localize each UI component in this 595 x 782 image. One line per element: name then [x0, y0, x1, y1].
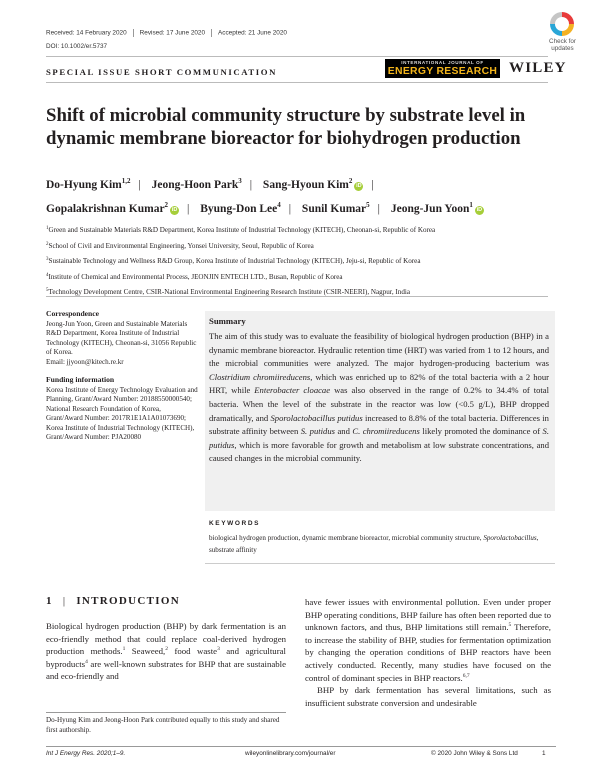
section-number: 1: [46, 595, 53, 607]
citation-link[interactable]: 2: [165, 646, 168, 653]
page-number: 1: [542, 750, 546, 757]
footnote: Do-Hyung Kim and Jeong-Hoon Park contributed equally to this study and shared first authorship.: [46, 716, 280, 734]
journal-logo: [385, 59, 500, 78]
received-date: Received: 14 February 2020: [46, 29, 127, 37]
header-divider: [46, 56, 548, 57]
citation-link[interactable]: 1: [122, 646, 126, 653]
section-label: SPECIAL ISSUE SHORT COMMUNICATION: [46, 67, 278, 77]
article-title: Shift of microbial community structure by substrate level in dynamic membrane bioreactor for biohydrogen production: [46, 105, 526, 149]
author[interactable]: Jeong-Jun Yoon: [390, 203, 470, 215]
footer-citation: Int J Energy Res. 2020;1–9.: [46, 750, 126, 757]
footer-copyright: © 2020 John Wiley & Sons Ltd: [431, 750, 518, 757]
revised-date: Revised: 17 June 2020: [139, 29, 206, 37]
sidebar: [46, 309, 198, 443]
affiliation: $^2$School of Civil and Environmental Engineering, Yonsei University, Seoul, Republic of Korea: [46, 241, 314, 250]
orcid-icon[interactable]: iD: [171, 207, 178, 213]
author-list: Do-Hyung Kim$^{1,2}$ | Jeong-Hoon Park$^3$ | Sang-Hyoun Kim$^2$iD | Gopalakrishnan Kumar$^2$iD | Byung-Don Lee$^4$ | Sunil Kumar$^5$ | Jeong-Jun Yoon$^1$iD: [46, 177, 483, 215]
affiliation: $^3$Sustainable Technology and Wellness R&D Group, Korea Institute of Industrial Technology (KITECH), Jeju-si, Republic of Korea: [46, 257, 421, 265]
orcid-icon[interactable]: iD: [476, 207, 483, 213]
author[interactable]: Byung-Don Lee: [200, 203, 278, 215]
accepted-date: Accepted: 21 June 2020: [218, 29, 287, 37]
funding-heading: Funding information: [46, 375, 115, 384]
citation-link[interactable]: 5: [508, 622, 512, 629]
author[interactable]: Sang-Hyoun Kim: [262, 179, 349, 191]
title-divider: [46, 82, 548, 83]
correspondence-heading: Correspondence: [46, 309, 100, 318]
affiliations-divider: [46, 296, 548, 297]
correspondence-email[interactable]: Email: jjyoon@kitech.re.kr: [46, 357, 124, 366]
body-column-left: Biological hydrogen production (BHP) by dark fermentation is an eco-friendly method that could replace coal-derived hydrogen production methods.$^1$ Seaweed,$^2$ food waste$^3$ and agricultural byproducts$^4$ are well-known substrates for BHP that are sustainable and eco-friendly and: [46, 621, 286, 682]
journal-logo-title: ENERGY RESEARCH: [387, 66, 498, 77]
section-title: INTRODUCTION: [76, 595, 180, 607]
section-heading: 1 | INTRODUCTION: [46, 595, 180, 607]
author[interactable]: Jeong-Hoon Park: [151, 179, 239, 191]
summary-heading: Summary: [209, 316, 246, 326]
journal-logo-subtitle: INTERNATIONAL JOURNAL OF: [401, 60, 484, 65]
check-updates-label: Check for updates: [549, 38, 576, 52]
body-paragraph: BHP by dark fermentation has several limitations, such as insufficient substrate conversion and undesirable: [305, 685, 551, 708]
affiliation: $^1$Green and Sustainable Materials R&D Department, Korea Institute of Industrial Technology (KITECH), Cheonan-si, Republic of Korea: [46, 226, 436, 234]
affiliation: $^5$Technology Development Centre, CSIR-National Environmental Engineering Research Institute (CSIR-NEERI), Nagpur, India: [46, 288, 410, 296]
author[interactable]: Sunil Kumar: [301, 203, 367, 215]
keywords-text: biological hydrogen production, dynamic membrane bioreactor, microbial community structure, Sporolactobacillus, substrate affinity: [209, 534, 539, 554]
orcid-icon[interactable]: iD: [356, 183, 362, 189]
footnote-divider: [46, 712, 286, 713]
citation-link[interactable]: 3: [217, 646, 220, 653]
check-for-updates-button[interactable]: [540, 12, 585, 56]
crossmark-icon: [550, 12, 574, 36]
affiliations: [46, 222, 556, 300]
author[interactable]: Gopalakrishnan Kumar: [46, 203, 165, 215]
correspondence-text: Jeong-Jun Yoon, Green and Sustainable Materials R&D Department, Korea Institute of Industrial Technology (KITECH), Cheonan-si, 31056 Republic of Korea.: [46, 319, 197, 356]
footer-divider: [46, 746, 556, 747]
keywords-heading: KEYWORDS: [209, 520, 261, 527]
citation-link[interactable]: 4: [85, 658, 88, 665]
doi[interactable]: DOI: 10.1002/er.5737: [46, 43, 108, 50]
publisher-logo: WILEY: [509, 60, 567, 76]
citation-link[interactable]: 6,7: [462, 672, 470, 679]
summary-text: The aim of this study was to evaluate the feasibility of biological hydrogen production (BHP) in a dynamic membrane bioreactor. Hydraulic retention time (HRT) was varied from 1 to 12 hours, and the microbial communities were analyzed. The major hydrogen-producing bacterium was Clostridium chromiireducens, which was enriched up to 82% of the total bacteria with a 2 hour HRT, while Enterobacter cloacae was also observed in the range of 0.2% to 34.4% of total bacteria. When the level of the substrate in the reactor was low (<0.5 g/L), BHP dropped dramatically, and Sporolactobacillus putidus increased to 8.8% of the total bacteria. Differences in substrate affinity between S. putidus and C. chromiireducens likely promoted the dominance of S. putidus, which is more favorable for growth and metabolism at low substrate concentrations, and caused changes in the microbial community.: [209, 331, 550, 464]
footer-url[interactable]: wileyonlinelibrary.com/journal/er: [245, 750, 336, 757]
keywords-divider: [205, 563, 555, 564]
affiliation: $^4$Institute of Chemical and Environmental Process, JEONJIN ENTECH LTD., Busan, Republic of Korea: [46, 272, 343, 281]
funding-text: Korea Institute of Energy Technology Evaluation and Planning, Grant/Award Number: 20188550000540; National Research Foundation of Korea, Grant/Award Number: 2017R1E1A1A01073690; Korea Institute of Industrial Technology (KITECH), Grant/Award Number: PJA20080: [46, 385, 198, 441]
body-column-right: have fewer issues with environmental pollution. Even under proper BHP operating conditions, BHP failure has often been reported due to unknown factors, and thus, BHP limitations still remain.$^5$ Therefore, to increase the stability of BHP, studies for fermentation optimization by changing the operation conditions of BHP reactors have been actively conducted. Recently, many studies have focused on the control of dominant species in BHP reactors.$^{6,7}$ BHP by dark fermentation has several limitations, such as insufficient substrate conversion and undesirable: [305, 597, 551, 708]
author[interactable]: Do-Hyung Kim: [46, 179, 122, 191]
article-dates: [46, 29, 287, 37]
